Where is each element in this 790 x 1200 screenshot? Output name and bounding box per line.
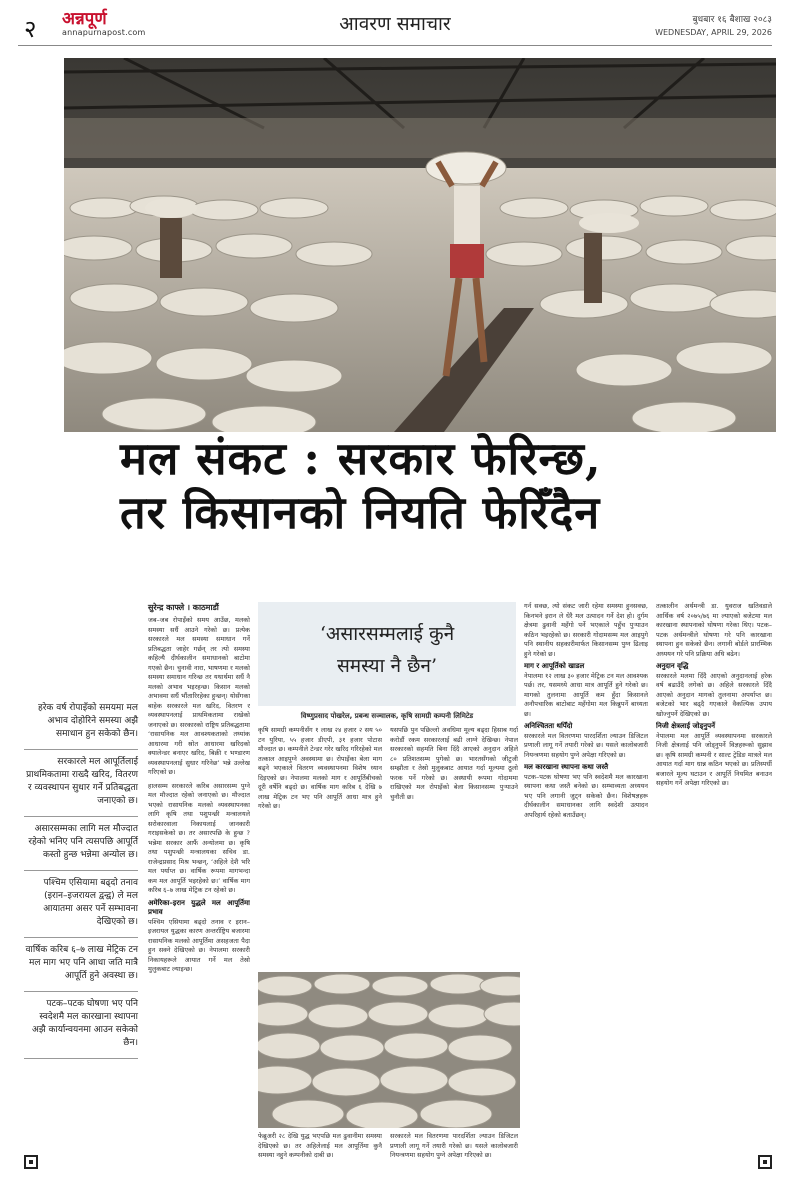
paragraph: गर्न सक्छ, त्यो संकट जारी रहेमा समस्या हुनसक्छ, किनभने इरान ले धेरै मल उत्पादन गर्ने देश हो। दुर्गम क्षेत्रमा ढुवानी महँगो पर्ने भएकाले पहुँच पुर्‍याउन कठिन भइरहेको छ। सरकारी गोदामसम्म मल आइपुगे पनि स्थानीय सहकारीमार्फत किसानसम्म पुग्न ढिलाइ हुने गरेको छ। [524, 602, 648, 658]
page-number: २ [24, 15, 37, 43]
paragraph: फेब्रुअरी २८ देखि युद्ध भएपछि मल ढुवानीमा समस्या देखिएको छ। तर अहिलेलाई मल आपूर्तिमा कुनै समस्या नहुने कम्पनीको दाबी छ। [258, 1132, 382, 1159]
masthead [0, 0, 790, 46]
key-point: हरेक वर्ष रोपाइँको समयमा मल अभाव दोहोरिने समस्या अझै समाधान हुन सकेको छैन। [24, 696, 138, 750]
article-column-4 [524, 602, 648, 1182]
key-points-sidebar [24, 696, 138, 1059]
headline-line-1: मल संकट : सरकार फेरिन्छ, [120, 432, 602, 485]
paragraph: नेपालमा मल आपूर्ति व्यवस्थापनमा सरकारले निजी क्षेत्रलाई पनि जोड्नुपर्ने विज्ञहरूको सुझाव छ। कृषि सामग्री कम्पनी र साल्ट ट्रेडिङ मात्रले मल आयात गर्दा माग धान्न कठिन भएको छ। प्रतिस्पर्धी बजारले मूल्य घटाउन र आपूर्ति नियमित बनाउन सहयोग गर्ने अपेक्षा गरिएको छ। [656, 731, 772, 787]
article-column-2 [258, 726, 382, 966]
subheading: अमेरिका–इरान युद्धले मल आपूर्तिमा प्रभाव [148, 898, 250, 916]
key-point: पटक–पटक घोषणा भए पनि स्वदेशमै मल कारखाना स्थापना अझै कार्यान्वयनमा आउन सकेको छैन। [24, 992, 138, 1059]
paragraph: सरकारले मल वितरणमा पारदर्शिता ल्याउन डिजिटल प्रणाली लागू गर्ने तयारी गरेको छ। यसले कालोबजारी नियन्त्रणमा सहयोग पुग्ने अपेक्षा गरिएको छ। [390, 1132, 518, 1159]
key-point: पश्चिम एसियामा बढ्दो तनाव (इरान–इजरायल द्वन्द्व) ले मल आयातमा असर पर्ने सम्भावना देखिएको छ। [24, 871, 138, 938]
article-column-2-end [258, 1132, 382, 1182]
subheading: निजी क्षेत्रलाई जोड्नुपर्ने [656, 722, 715, 730]
pull-quote-box [258, 602, 516, 706]
key-point: वार्षिक करिब ६–७ लाख मेट्रिक टन मल माग भए पनि आधा जति मात्रै आपूर्ति हुने अवस्था छ। [24, 938, 138, 992]
subheading: मल कारखाना स्थापना कथा जस्तै [524, 763, 609, 771]
registration-mark-right [758, 1155, 772, 1169]
article-column-3-end [390, 1132, 518, 1182]
key-point: सरकारले मल आपूर्तिलाई प्राथमिकतामा राख्दै खरिद, वितरण र व्यवस्थापन सुधार गर्ने प्रतिबद्धता जनाएको छ। [24, 750, 138, 817]
brand-url[interactable]: annapurnapost.com [62, 28, 146, 37]
paragraph: पटक–पटक घोषणा भए पनि स्वदेशमै मल कारखाना स्थापना कथा जस्तै बनेको छ। सम्भाव्यता अध्ययन भए पनि लगानी जुट्न सकेको छैन। विशेषज्ञहरू दीर्घकालीन समाधानका लागि स्वदेशी उत्पादन अपरिहार्य रहेको बताउँछन्। [524, 772, 648, 819]
byline: सुरेन्द्र काफ्ले । काठमाडौं [148, 603, 219, 612]
registration-mark-left [24, 1155, 38, 1169]
subheading: अनिश्चितता थपिँदो [524, 722, 573, 730]
issue-date [655, 12, 772, 37]
photo-fertilizer-sacks [258, 972, 520, 1128]
paragraph: जब–जब रोपाइँको समय आउँछ, मलको समस्या सधैं आउने गरेको छ। प्रत्येक सरकारले मल समस्या समाधान गर्ने प्रतिबद्धता जाहेर गर्छन् तर त्यो समस्या कहिल्यै दीर्घकालीन समाधानको बाटोमा गएको छैन। चुनावी नारा, भाषणमा र मलको समस्या समाधान गरिन्छ तर यथार्थमा सधैं नै मलको अभाव भइरहन्छ। किसान मलको अभावमा सधैं भौंतारिरहेका हुन्छन्। योसँगका बाहेक सरकारले मल खरिद, वितरण र व्यवस्थापनलाई प्राथमिकतामा राखेको जनाएको छ। सरकारको राष्ट्रिय प्रतिबद्धतामा ‘रासायनिक मल आवश्यकताको तथ्यांक आधारमा गरी स्रोत आधारमा खरिदको क्यालेन्डर बनाएर खरिद, बिक्री र भण्डारण व्यवस्थापनलाई सुधार गरिनेछ’ भन्ने उल्लेख गरिएको छ। [148, 616, 250, 776]
subheading: अनुदान वृद्धि [656, 662, 689, 670]
brand-name: अन्नपूर्ण [62, 9, 107, 29]
date-english: WEDNESDAY, APRIL 29, 2026 [655, 28, 772, 37]
paragraph: पश्चिम एसियामा बढ्दो तनाव र इरान–इजरायल युद्धका कारण अन्तर्राष्ट्रिय बजारमा रासायनिक मलको आपूर्तिमा असहजता पैदा हुन सक्ने देखिएको छ। नेपालमा सरकारी निकायहरूले आयात गर्ने मल तेस्रो मुलुकबाट ल्याइन्छ। [148, 917, 250, 973]
paragraph: सरकारले मलमा दिँदै आएको अनुदानलाई हरेक वर्ष बढाउँदै लगेको छ। अहिले सरकारले दिँदै आएको अनुदान मागको तुलनामा अपर्याप्त छ। बजेटको भार बढ्दै गएकाले वैकल्पिक उपाय खोज्नुपर्ने देखिएको छ। [656, 671, 772, 718]
section-title: आवरण समाचार [339, 13, 451, 35]
paragraph: तत्कालीन अर्थमन्त्री डा. युवराज खतिवडाले आर्थिक वर्ष २०७५/७६ मा ल्याएको बजेटमा मल कारखाना स्थापनाको घोषणा गरेका थिए। पटक–पटक अर्थमन्त्रीले घोषणा गरे पनि कारखाना स्थापना हुन सकेको छैन। लगानी बोर्डले प्रारम्भिक अध्ययन गरे पनि प्रक्रिया अघि बढेन। [656, 602, 772, 658]
headline-line-2: तर किसानको नियति फेरिँदैन [120, 486, 601, 539]
masthead-divider [18, 45, 772, 46]
article-column-1 [148, 616, 250, 1142]
paragraph: कृषि सामग्री कम्पनीसँग १ लाख २४ हजार २ सय ५० टन युरिया, ५५ हजार डीएपी, ३१ हजार पोटास मौज्दात छ। कम्पनीले टेन्डर गरेर खरिद गरिरहेको मल तत्काल आइपुग्ने अवस्थामा छ। रोपाइँका बेला माग बढ्ने भएकाले वितरण व्यवस्थापनमा विशेष ध्यान दिइएको छ। नेपालमा मलको माग र आपूर्तिबीचको दूरी वर्षेनि बढ्दो छ। वार्षिक माग करिब ६ देखि ७ लाख मेट्रिक टन भए पनि आपूर्ति आधा मात्र हुने गरेको छ। [258, 726, 382, 810]
paragraph: यसपछि पुन पछिल्लो अवधिमा मूल्य बढ्दा हिसाब गर्दा करोडौं रकम सरकारलाई बढी लाग्ने देखिन्छ। नेपाल सरकारको सहमति बिना दिंदै आएको अनुदान अहिले ८० प्रतिशतसम्म पुगेको छ। भारतसँगको जीटुजी सम्झौता र तेस्रो मुलुकबाट आयात गर्दा मूल्यमा ठूलो फरक पर्ने गरेको छ। अस्थायी रूपमा गोदाममा राखिएको मल रोपाइँको बेला किसानसम्म पुर्‍याउने चुनौती छ। [390, 726, 518, 801]
date-nepali: बुधबार १६ बैशाख २०८३ [692, 15, 772, 25]
warehouse-illustration [64, 58, 776, 432]
main-headline [120, 432, 760, 540]
pull-quote-line-1: ‘असारसम्मलाई कुनै [319, 623, 455, 645]
hero-photo-warehouse [64, 58, 776, 432]
article-column-3 [390, 726, 518, 966]
paragraph: नेपालमा १२ लाख ३० हजार मेट्रिक टन मल आवश्यक पर्छ। तर, यसमध्ये आधा मात्र आपूर्ति हुने गरेको छ। मागको तुलनामा आपूर्ति कम हुँदा किसानले अनौपचारिक बाटोबाट महँगोमा मल किन्नुपर्ने बाध्यता छ। [524, 671, 648, 718]
key-point: असारसम्मका लागि मल मौज्दात रहेको भनिए पनि त्यसपछि आपूर्ति कस्तो हुन्छ भन्नेमा अन्योल छ। [24, 817, 138, 871]
paragraph: सरकारले मल वितरणमा पारदर्शिता ल्याउन डिजिटल प्रणाली लागू गर्ने तयारी गरेको छ। यसले कालोबजारी नियन्त्रणमा सहयोग पुग्ने अपेक्षा गरिएको छ। [524, 731, 648, 759]
pull-quote-author: विष्णुप्रसाद पोखरेल, प्रबन्ध सञ्चालक, कृषि सामग्री कम्पनी लिमिटेड [300, 712, 474, 720]
sacks-illustration [258, 972, 520, 1128]
subheading: माग र आपूर्तिको खाडल [524, 662, 585, 670]
paragraph: हालसम्म सरकारले करिब असारसम्म पुग्ने मल मौज्दात रहेको जनाएको छ। मौज्दात भएको रासायनिक मलको व्यवस्थापनका लागि कृषि तथा पशुपन्छी मन्त्रालयले सरोकारवाला निकायलाई जानकारी गराइसकेको छ। तर असारपछि के हुन्छ ? भन्नेमा सरकार आफैं अन्योलमा छ। कृषि तथा पशुपन्छी मन्त्रालयका सचिव डा. राजेन्द्रप्रसाद मिश्र भन्छन्, ‘अहिले देशै भरि मल पर्याप्त छ। वार्षिक रूपमा मागभन्दा कम मल आपूर्ति भइरहेको छ।’ वार्षिक माग करिब ६–७ लाख मेट्रिक टन रहेको छ। [148, 781, 250, 894]
pull-quote-line-2: समस्या नै छैन’ [336, 655, 438, 677]
article-column-5 [656, 602, 772, 1182]
